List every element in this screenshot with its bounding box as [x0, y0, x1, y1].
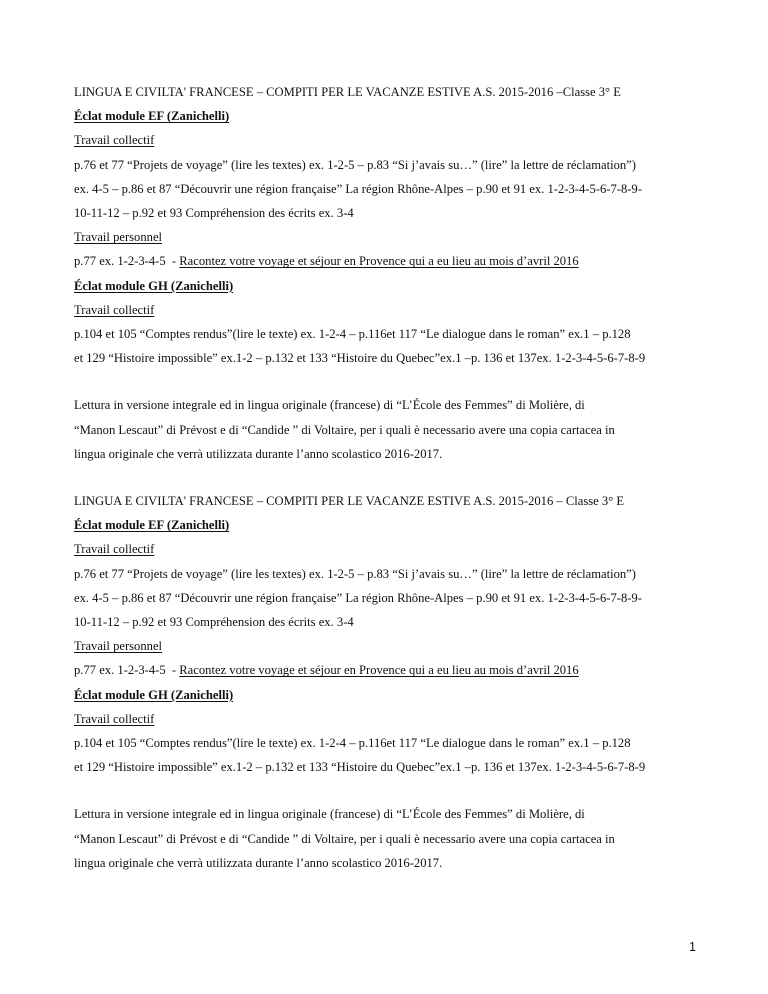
ef-text-line: p.76 et 77 “Projets de voyage” (lire les textes) ex. 1-2-5 – p.83 “Si j’avais su…” (lire” la lettre de réclamation”)	[74, 157, 636, 172]
spacer	[74, 370, 704, 393]
module-gh-title: Éclat module GH (Zanichelli)	[74, 278, 234, 293]
module-ef-title: Éclat module EF (Zanichelli)	[74, 518, 230, 533]
homework-section-2	[74, 489, 704, 875]
spacer	[74, 779, 704, 802]
ef-text-line: 10-11-12 – p.92 et 93 Compréhension des écrits ex. 3-4	[74, 615, 354, 630]
reading-line: Lettura in versione integrale ed in lingua originale (francese) di “L’École des Femmes” di Molière, di	[74, 398, 585, 413]
ef-text-line: ex. 4-5 – p.86 et 87 “Découvrir une région française” La région Rhône-Alpes – p.90 et 91 ex. 1-2-3-4-5-6-7-8-9-	[74, 590, 642, 605]
travail-collectif-label: Travail collectif	[74, 302, 155, 317]
personnel-task-line	[74, 658, 704, 682]
page-number: 1	[689, 940, 696, 954]
reading-line: lingua originale che verrà utilizzata durante l’anno scolastico 2016-2017.	[74, 855, 443, 870]
module-ef-title: Éclat module EF (Zanichelli)	[74, 109, 230, 124]
section-heading: LINGUA E CIVILTA' FRANCESE – COMPITI PER LE VACANZE ESTIVE A.S. 2015-2016 –Classe 3° E	[74, 85, 621, 99]
travail-collectif-label: Travail collectif	[74, 133, 155, 148]
homework-section-1	[74, 80, 704, 466]
gh-text-line: p.104 et 105 “Comptes rendus”(lire le texte) ex. 1-2-4 – p.116et 117 “Le dialogue dans le roman” ex.1 – p.128	[74, 736, 631, 751]
ef-text-line: 10-11-12 – p.92 et 93 Compréhension des écrits ex. 3-4	[74, 206, 354, 221]
personnel-exercises: p.77 ex. 1-2-3-4-5 -	[74, 254, 180, 269]
module-gh-title: Éclat module GH (Zanichelli)	[74, 687, 234, 702]
gh-text-line: p.104 et 105 “Comptes rendus”(lire le texte) ex. 1-2-4 – p.116et 117 “Le dialogue dans le roman” ex.1 – p.128	[74, 327, 631, 342]
travail-collectif-label: Travail collectif	[74, 542, 155, 557]
reading-line: lingua originale che verrà utilizzata durante l’anno scolastico 2016-2017.	[74, 446, 443, 461]
gh-text-line: et 129 “Histoire impossible” ex.1-2 – p.132 et 133 “Histoire du Quebec”ex.1 –p. 136 et 137ex. 1-2-3-4-5-6-7-8-9	[74, 760, 646, 775]
travail-personnel-label: Travail personnel	[74, 639, 163, 654]
gh-text-line: et 129 “Histoire impossible” ex.1-2 – p.132 et 133 “Histoire du Quebec”ex.1 –p. 136 et 137ex. 1-2-3-4-5-6-7-8-9	[74, 351, 646, 366]
ef-text-line: p.76 et 77 “Projets de voyage” (lire les textes) ex. 1-2-5 – p.83 “Si j’avais su…” (lire” la lettre de réclamation”)	[74, 566, 636, 581]
ef-text-line: ex. 4-5 – p.86 et 87 “Découvrir une région française” La région Rhône-Alpes – p.90 et 91 ex. 1-2-3-4-5-6-7-8-9-	[74, 181, 642, 196]
travail-collectif-label: Travail collectif	[74, 711, 155, 726]
document-body	[74, 80, 704, 875]
spacer	[74, 466, 704, 489]
personnel-task-line	[74, 249, 704, 273]
travail-personnel-label: Travail personnel	[74, 230, 163, 245]
reading-line: Lettura in versione integrale ed in lingua originale (francese) di “L’École des Femmes” di Molière, di	[74, 807, 585, 822]
personnel-exercises: p.77 ex. 1-2-3-4-5 -	[74, 663, 180, 678]
personnel-task: Racontez votre voyage et séjour en Provence qui a eu lieu au mois d’avril 2016	[179, 254, 579, 269]
reading-line: “Manon Lescaut” di Prévost e di “Candide ” di Voltaire, per i quali è necessario avere una copia cartacea in	[74, 422, 615, 437]
reading-line: “Manon Lescaut” di Prévost e di “Candide ” di Voltaire, per i quali è necessario avere una copia cartacea in	[74, 831, 615, 846]
personnel-task: Racontez votre voyage et séjour en Provence qui a eu lieu au mois d’avril 2016	[179, 663, 579, 678]
section-heading: LINGUA E CIVILTA' FRANCESE – COMPITI PER LE VACANZE ESTIVE A.S. 2015-2016 – Classe 3° E	[74, 494, 625, 509]
